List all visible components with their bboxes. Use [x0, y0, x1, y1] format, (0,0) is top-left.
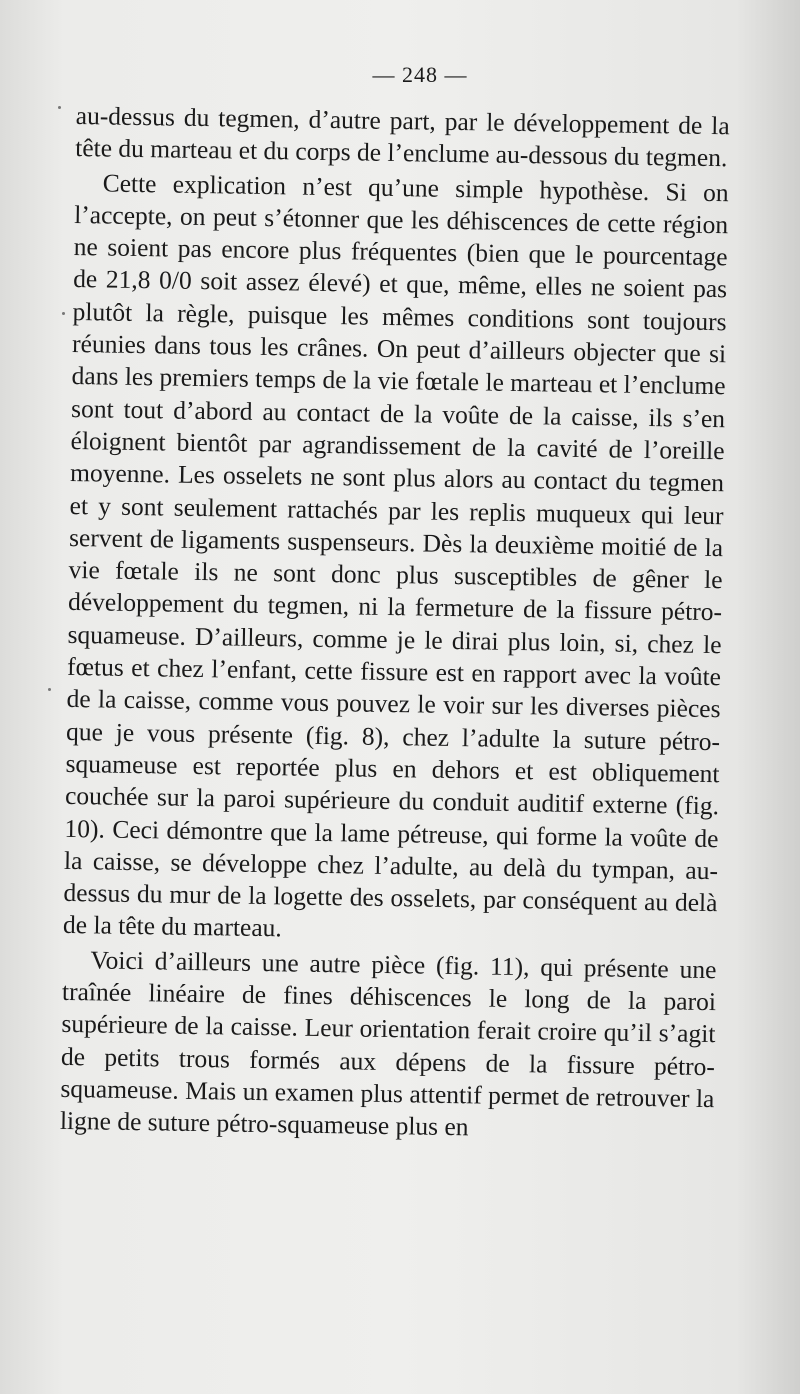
- paragraph-2: Cette explication n’est qu’une simple hypothèse. Si on l’accepte, on peut s’étonner que les déhiscences de cette région ne soient pas encore plus fréquentes (bien que le pourcentage de 21,8 0/0 soit assez élevé) et que, même, elles ne soient pas plutôt la règle, puisque les mêmes conditions sont toujours réunies dans tous les crânes. On peut d’ailleurs objecter que si dans les premiers temps de la vie fœtale le marteau et l’enclume sont tout d’abord au contact de la voûte de la caisse, ils s’en éloignent bientôt par agrandissement de la cavité de l’oreille moyenne. Les osselets ne sont plus alors au contact du tegmen et y sont seulement rattachés par les replis muqueux qui leur servent de ligaments suspenseurs. Dès la deuxième moitié de la vie fœtale ils ne sont donc plus susceptibles de gêner le développement du tegmen, ni la fermeture de la fissure pétro-squameuse. D’ailleurs, comme je le dirai plus loin, si, chez le fœtus et chez l’enfant, cette fissure est en rapport avec la voûte de la caisse, comme vous pouvez le voir sur les diverses pièces que je vous présente (fig. 8), chez l’adulte la suture pétro-squameuse est reportée plus en dehors et est obliquement couchée sur la paroi supérieure du conduit auditif externe (fig. 10). Ceci démontre que la lame pétreuse, qui forme la voûte de la caisse, se développe chez l’adulte, au delà du tympan, au-dessus du mur de la logette des osselets, par conséquent au delà de la tête du marteau.: [62, 168, 729, 943]
- paragraph-3: Voici d’ailleurs une autre pièce (fig. 11), qui présente une traînée linéaire de fines déhiscences le long de la paroi supérieure de la caisse. Leur orientation ferait croire qu’il s’agit de petits trous formés aux dépens de la fissure pétro-squameuse. Mais un examen plus attentif permet de retrouver la ligne de suture pétro-squameuse plus en: [59, 945, 717, 1142]
- scan-speck: [62, 312, 65, 315]
- scan-speck: [58, 106, 61, 109]
- body-text: [60, 100, 730, 1148]
- paragraph-1: au-dessus du tegmen, d’autre part, par le développement de la tête du marteau et du corps de l’enclume au-dessous du tegmen.: [75, 100, 730, 173]
- scan-speck: [48, 688, 51, 691]
- page-number: — 248 —: [372, 62, 468, 87]
